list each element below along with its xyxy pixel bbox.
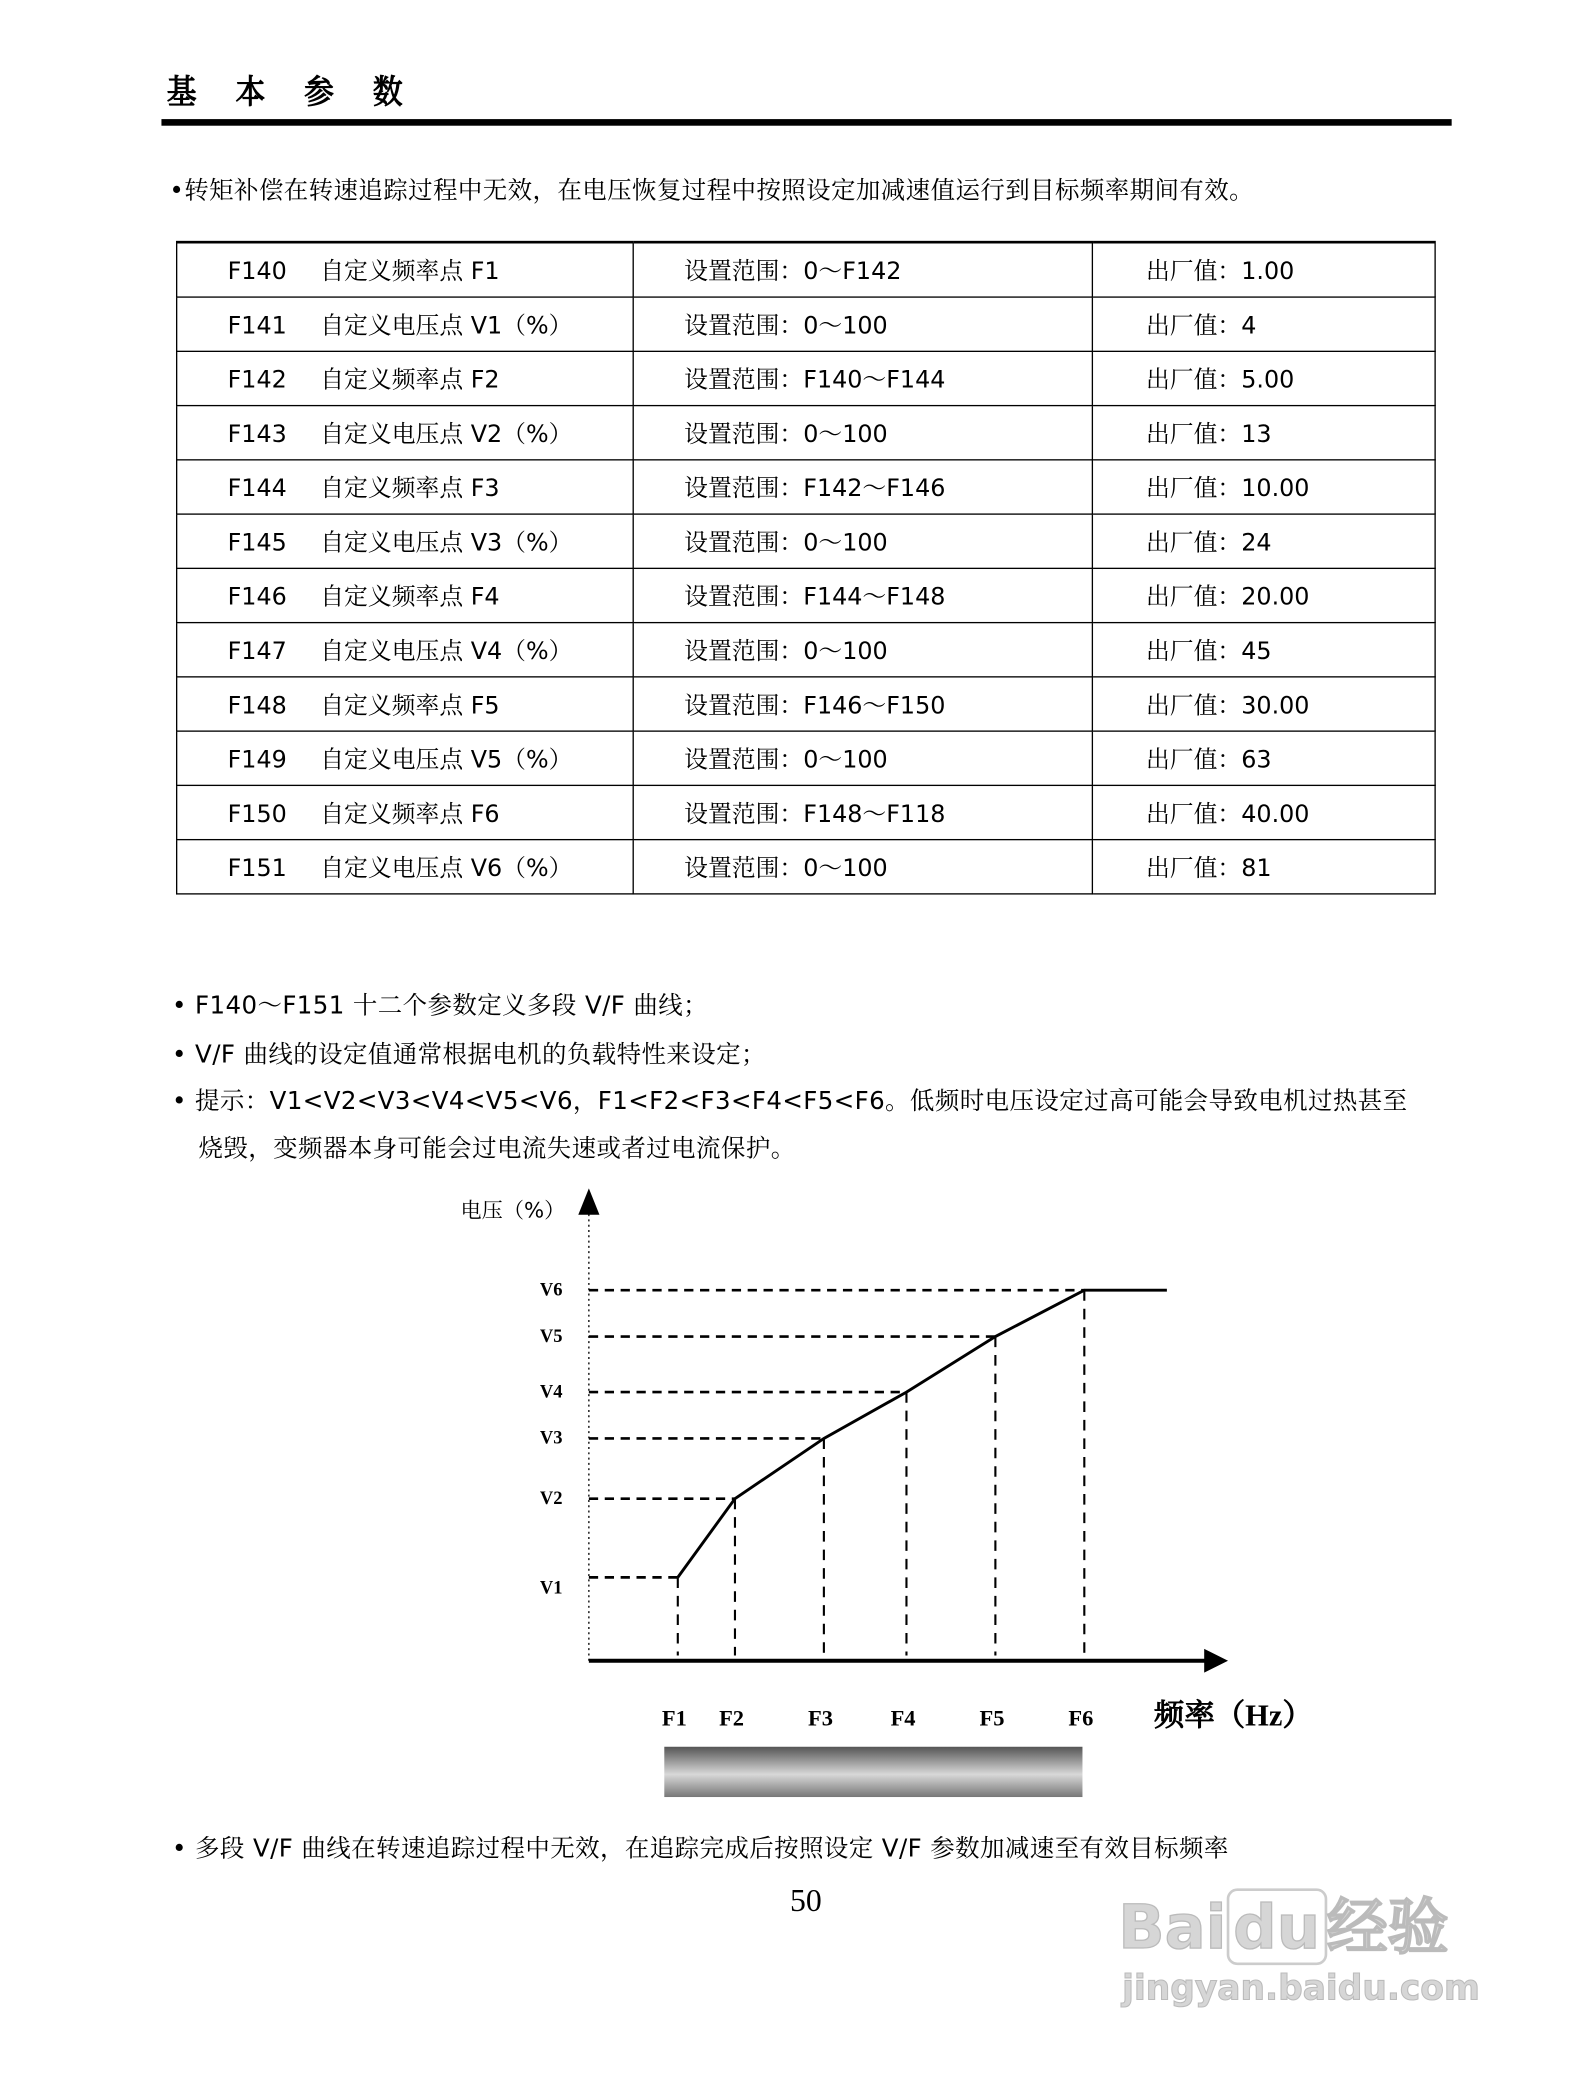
param-code: F149 [227,745,287,774]
default-cell: 出厂值：20.00 [1092,568,1435,622]
param-name: 自定义频率点 F1 [320,257,500,286]
default-cell: 出厂值：30.00 [1092,676,1435,730]
default-cell: 出厂值：24 [1092,513,1435,567]
footer-note: • 多段 V/F 曲线在转速追踪过程中无效，在追踪完成后按照设定 V/F 参数加减速至有效目标频率 [172,1835,1229,1864]
param-name: 自定义频率点 F4 [320,582,500,611]
x-tick-label: F5 [979,1705,1005,1731]
range-cell: 设置范围：0～100 [633,405,1092,459]
vf-curve-line [678,1290,1167,1577]
param-code: F142 [227,365,287,394]
y-axis-label: 电压（%） [460,1197,566,1223]
param-name: 自定义频率点 F3 [320,474,500,503]
x-tick-label: F3 [808,1705,833,1731]
y-tick-label: V1 [539,1577,563,1599]
default-cell: 出厂值：13 [1092,405,1435,459]
x-tick-label: F4 [890,1705,916,1731]
param-name: 自定义电压点 V5（%） [320,745,573,774]
default-cell: 出厂值：10.00 [1092,459,1435,513]
y-tick-label: V5 [539,1325,563,1347]
range-cell: 设置范围：F142～F146 [633,459,1092,513]
param-name: 自定义电压点 V3（%） [320,528,573,557]
default-cell: 出厂值：45 [1092,622,1435,676]
y-tick-label: V2 [539,1487,563,1509]
note-2: • V/F 曲线的设定值通常根据电机的负载特性来设定； [172,1041,766,1070]
note-3: • 提示：V1<V2<V3<V4<V5<V6，F1<F2<F3<F4<F5<F6。低频时电压设定过高可能会导致电机过热甚至 [172,1087,1408,1116]
default-cell: 出厂值：4 [1092,296,1435,350]
x-axis-arrow [1204,1649,1228,1673]
section-title: 基 本 参 数 [166,72,417,112]
page-number: 50 [790,1884,822,1919]
default-cell: 出厂值：63 [1092,730,1435,784]
default-cell: 出厂值：1.00 [1092,242,1435,296]
param-code: F141 [227,311,287,340]
range-cell: 设置范围：0～100 [633,839,1092,893]
range-cell: 设置范围：0～F142 [633,242,1092,296]
gradient-bar [664,1747,1082,1797]
range-cell: 设置范围：0～100 [633,513,1092,567]
watermark-url: jingyan.baidu.com [1122,1969,1480,2009]
param-name: 自定义电压点 V2（%） [320,420,573,448]
param-name: 自定义频率点 F5 [320,691,500,720]
baidu-watermark-logo: Bai du 经验 [1118,1879,1448,1966]
default-cell: 出厂值：40.00 [1092,785,1435,839]
range-cell: 设置范围：F140～F144 [633,351,1092,405]
param-code: F150 [227,799,287,828]
param-code: F151 [227,854,287,882]
param-name: 自定义频率点 F6 [320,799,500,828]
param-code: F140 [227,257,287,286]
range-cell: 设置范围：0～100 [633,730,1092,784]
x-tick-label: F2 [719,1705,745,1731]
note-3-cont: 烧毁，变频器本身可能会过电流失速或者过电流保护。 [198,1135,796,1164]
y-tick-label: V6 [539,1279,563,1301]
range-cell: 设置范围：0～100 [633,622,1092,676]
default-cell: 出厂值：5.00 [1092,351,1435,405]
y-tick-label: V4 [539,1381,563,1403]
range-cell: 设置范围：F144～F148 [633,568,1092,622]
param-name: 自定义电压点 V6（%） [320,854,573,882]
range-cell: 设置范围：F148～F118 [633,785,1092,839]
range-cell: 设置范围：F146～F150 [633,676,1092,730]
x-axis-label: 频率（Hz） [1153,1698,1313,1733]
default-cell: 出厂值：81 [1092,839,1435,893]
param-name: 自定义电压点 V4（%） [320,637,573,665]
param-code: F146 [227,582,287,611]
param-name: 自定义电压点 V1（%） [320,311,573,340]
y-axis-arrow [578,1188,599,1214]
intro-paragraph: •转矩补偿在转速追踪过程中无效，在电压恢复过程中按照设定加减速值运行到目标频率期间有效。 [169,177,1254,206]
range-cell: 设置范围：0～100 [633,296,1092,350]
param-code: F145 [227,528,287,557]
x-tick-label: F1 [661,1705,687,1731]
param-code: F147 [227,637,287,665]
x-tick-label: F6 [1068,1705,1094,1731]
param-code: F144 [227,474,287,503]
y-tick-label: V3 [539,1427,563,1449]
param-code: F143 [227,420,287,448]
param-name: 自定义频率点 F2 [320,365,500,394]
param-code: F148 [227,691,287,720]
note-1: • F140～F151 十二个参数定义多段 V/F 曲线； [172,992,709,1021]
